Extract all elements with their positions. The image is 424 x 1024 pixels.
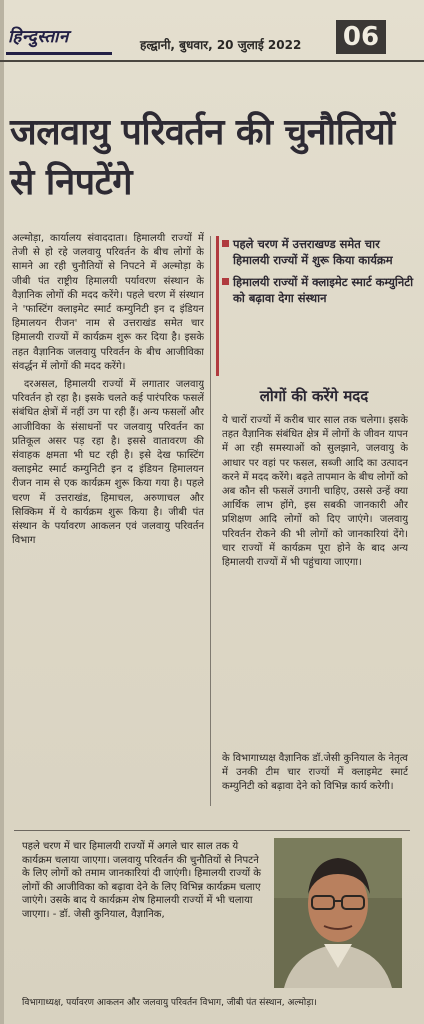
left-paragraph-2: दरअसल, हिमालयी राज्यों में लगातार जलवायु परिवर्तन हो रहा है। इसके चलते कई पारंपरिक फसलें संबंधित क्षेत्रों में नहीं उग पा रही हैं। अन्य फसलों और आजीविका के संसाधनों पर जलवायु परिवर्तन का प्रतिकूल असर पड़ रहा है। इससे वातावरण की संवाहक क्षमता भी घट रही है। इसे देख फास्टिंग क्लाइमेट स्मार्ट कम्युनिटी इन द इंडियन हिमालयन रीजन नाम से एक कार्यक्रम शुरू किया गया है। पहले चरण में उत्तराखंड, हिमाचल, अरुणाचल और सिक्किम में ये कार्यक्रम शुरू किया है। जीबी पंत संस्थान के पर्यावरण आकलन एवं जलवायु परिवर्तन विभाग — [12, 379, 204, 547]
highlight-item — [219, 236, 415, 268]
portrait-illustration — [274, 838, 402, 988]
quote-credit: विभागाध्यक्ष, पर्यावरण आकलन और जलवायु परिवर्तन विभाग, जीबी पंत संस्थान, अल्मोड़ा। — [22, 998, 317, 1008]
masthead-divider — [0, 60, 424, 62]
page-number: 06 — [336, 20, 386, 54]
right-column — [222, 414, 408, 704]
highlight-text: हिमालयी राज्यों में क्लाइमेट स्मार्ट कम्युनिटी को बढ़ावा देगा संस्थान — [233, 275, 414, 305]
dateline: हल्द्वानी, बुधवार, 20 जुलाई 2022 — [140, 38, 302, 52]
quote-text: पहले चरण में चार हिमालयी राज्यों में अगले चार साल तक ये कार्यक्रम चलाया जाएगा। जलवायु परिवर्तन की चुनौतियों से निपटने के लिए लोगों को तमाम जानकारियां दी जाएंगी। हिमालयी राज्यों के लोगों की आजीविका को बढ़ावा देने के लिए विभिन्न कार्यक्रम चलाए जाएंगे। उसके बाद ये कार्यक्रम शेष हिमालयी राज्यों में भी चलाया जाएगा। - डॉ. जेसी कुनियाल, वैज्ञानिक, — [22, 841, 261, 920]
left-column — [12, 232, 204, 812]
square-bullet-icon — [222, 278, 229, 285]
page-fold-shadow — [0, 0, 4, 1024]
right-continuation-paragraph: के विभागाध्यक्ष वैज्ञानिक डॉ.जेसी कुनियाल के नेतृत्व में उनकी टीम चार राज्यों में क्लाइमेट स्मार्ट कम्युनिटी को बढ़ावा देने को विभिन्न कार्य करेगी। — [222, 753, 408, 793]
highlight-item — [219, 274, 415, 306]
logo-underline — [6, 52, 112, 55]
newspaper-logo: हिन्दुस्तान — [8, 27, 69, 47]
left-paragraph-1: अल्मोड़ा, कार्यालय संवाददाता। हिमालयी राज्यों में तेजी से हो रहे जलवायु परिवर्तन के बीच लोगों के सामने आ रही चुनौतियों से निपटने में अल्मोड़ा के जीबी पंत राष्ट्रीय हिमालयी पर्यावरण संस्थान के वैज्ञानिक लोगों की मदद करेंगे। पहले चरण में संस्थान ने 'फास्टिंग क्लाइमेट स्मार्ट कम्युनिटी इन द इंडियन हिमालयन रीजन' नाम से उत्तराखंड समेत चार हिमालयी राज्यों में कार्यक्रम शुरू कर दिया है। इसके तहत वैज्ञानिक जलवायु परिवर्तन के बीच आजीविका संवर्द्धन में लोगों की मदद करेंगे। — [12, 233, 204, 372]
subheading: लोगों की करेंगे मदद — [259, 387, 369, 405]
right-column-continuation — [222, 752, 408, 812]
column-divider — [210, 236, 211, 806]
portrait-photo — [274, 838, 402, 988]
headline: जलवायु परिवर्तन की चुनौतियों से निपटेंगे — [10, 112, 395, 203]
highlights-box — [216, 236, 415, 376]
highlight-text: पहले चरण में उत्तराखण्ड समेत चार हिमालयी राज्यों में शुरू किया कार्यक्रम — [233, 237, 393, 267]
masthead — [0, 0, 424, 58]
right-paragraph: ये चारों राज्यों में करीब चार साल तक चलेगा। इसके तहत वैज्ञानिक संबंधित क्षेत्र में लोगों के जीवन यापन में आ रही समस्याओं को सुलझाने, जलवायु के आधार पर वहां पर फसल, सब्जी आदि का उत्पादन करने में मदद करेंगे। बढ़ते तापमान के बीच लोगों को अब कौन सी फसलें उगानी चाहिए, उससे उन्हें क्या आर्थिक लाभ होंगे, इस सबकी जानकारी और प्रशिक्षण आदि लोगों को दिए जाएंगे। जलवायु परिवर्तन रोकने की भी लोगों को जानकारियां देंगे। चार राज्यों में कार्यक्रम पूरा होने के बाद अन्य हिमालयी राज्यों में भी पहुंचाया जाएगा। — [222, 415, 408, 569]
square-bullet-icon — [222, 240, 229, 247]
